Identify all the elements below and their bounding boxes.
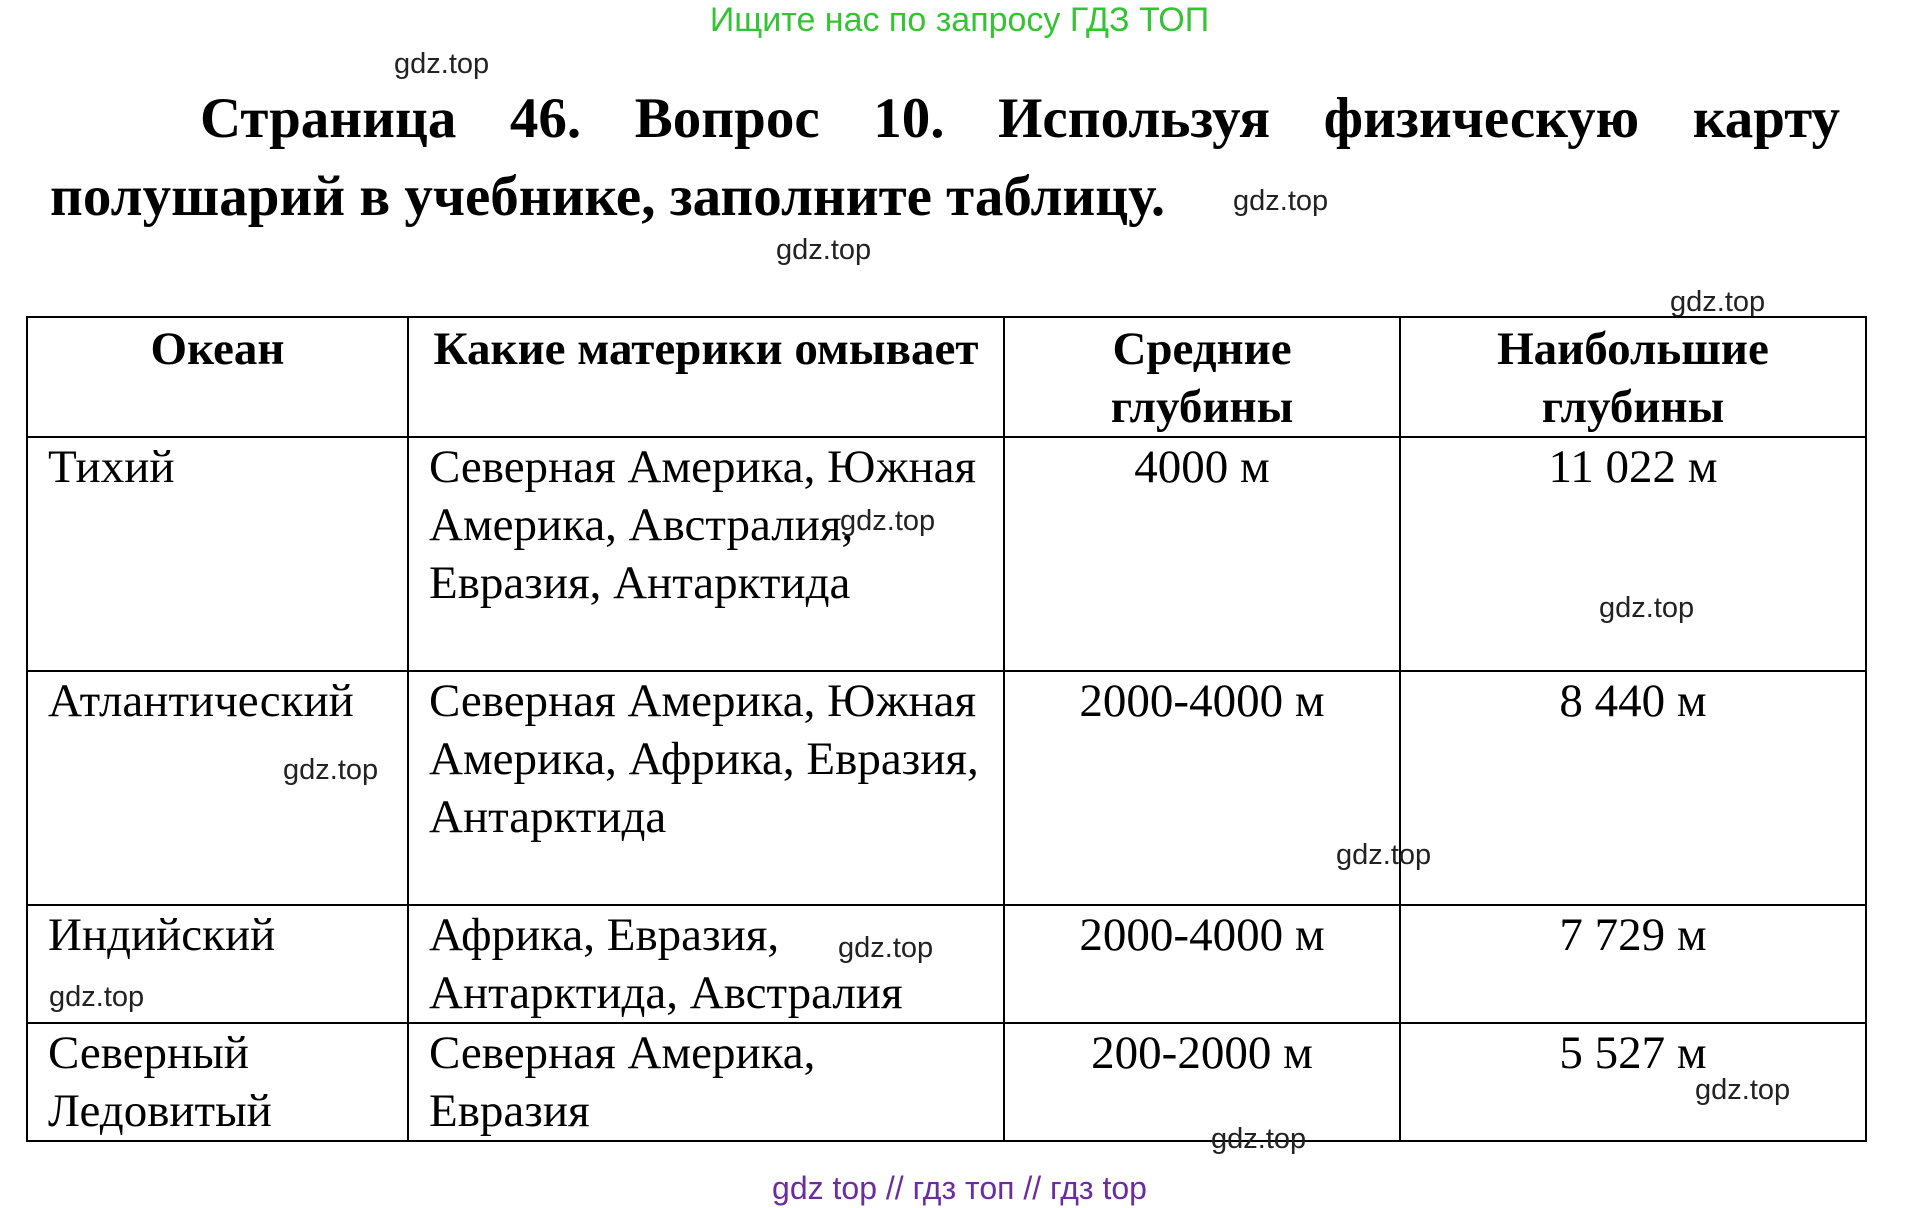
- continents-cell: Северная Америка, Южная Америка, Африка, Евразия, Антарктида: [408, 671, 1004, 905]
- max-depth-cell: 5 527 м: [1400, 1023, 1866, 1141]
- max-depth-cell: 7 729 м: [1400, 905, 1866, 1023]
- ocean-name-cell: Индийский: [27, 905, 408, 1023]
- oceans-table: [26, 316, 1867, 1142]
- table-row: [27, 671, 1866, 905]
- average-depth-cell: 2000-4000 м: [1004, 905, 1400, 1023]
- column-header-ocean: Океан: [27, 317, 408, 437]
- column-header-continents: Какие материки омывает: [408, 317, 1004, 437]
- table-row: [27, 905, 1866, 1023]
- column-header-average-depth: Средние глубины: [1004, 317, 1400, 437]
- watermark: gdz.top: [1670, 286, 1766, 318]
- ocean-name-cell: Северный Ледовитый: [27, 1023, 408, 1141]
- continents-cell: Северная Америка, Евразия: [408, 1023, 1004, 1141]
- watermark: gdz.top: [49, 981, 145, 1013]
- heading-line-1: Страница 46. Вопрос 10. Используя физическую карту: [200, 87, 1840, 150]
- watermark: gdz.top: [1599, 592, 1695, 624]
- watermark: gdz.top: [1233, 185, 1329, 217]
- watermark: gdz.top: [1695, 1074, 1791, 1106]
- ocean-name-cell: Тихий: [27, 437, 408, 671]
- table-header-row: [27, 317, 1866, 437]
- ocean-name-cell: Атлантический: [27, 671, 408, 905]
- watermark: gdz.top: [840, 505, 936, 537]
- max-depth-cell: 11 022 м: [1400, 437, 1866, 671]
- average-depth-cell: 2000-4000 м: [1004, 671, 1400, 905]
- footer-watermark: gdz top // гдз топ // гдз top: [772, 1170, 1147, 1206]
- watermark: gdz.top: [838, 932, 934, 964]
- search-banner: Ищите нас по запросу ГДЗ ТОП: [709, 1, 1210, 39]
- max-depth-cell: 8 440 м: [1400, 671, 1866, 905]
- watermark: gdz.top: [283, 754, 379, 786]
- watermark: gdz.top: [1336, 839, 1432, 871]
- task-heading: [50, 80, 1840, 236]
- column-header-max-depth: Наибольшие глубины: [1400, 317, 1866, 437]
- heading-line-2: полушарий в учебнике, заполните таблицу.: [50, 165, 1166, 228]
- average-depth-cell: 200-2000 м: [1004, 1023, 1400, 1141]
- table-row: [27, 1023, 1866, 1141]
- watermark: gdz.top: [776, 234, 872, 266]
- continents-cell: Африка, Евразия, Антарктида, Австралия: [408, 905, 1004, 1023]
- continents-cell: Северная Америка, Южная Америка, Австралия, Евразия, Антарктида: [408, 437, 1004, 671]
- average-depth-cell: 4000 м: [1004, 437, 1400, 671]
- watermark: gdz.top: [1211, 1123, 1307, 1155]
- watermark: gdz.top: [394, 48, 490, 80]
- table-row: [27, 437, 1866, 671]
